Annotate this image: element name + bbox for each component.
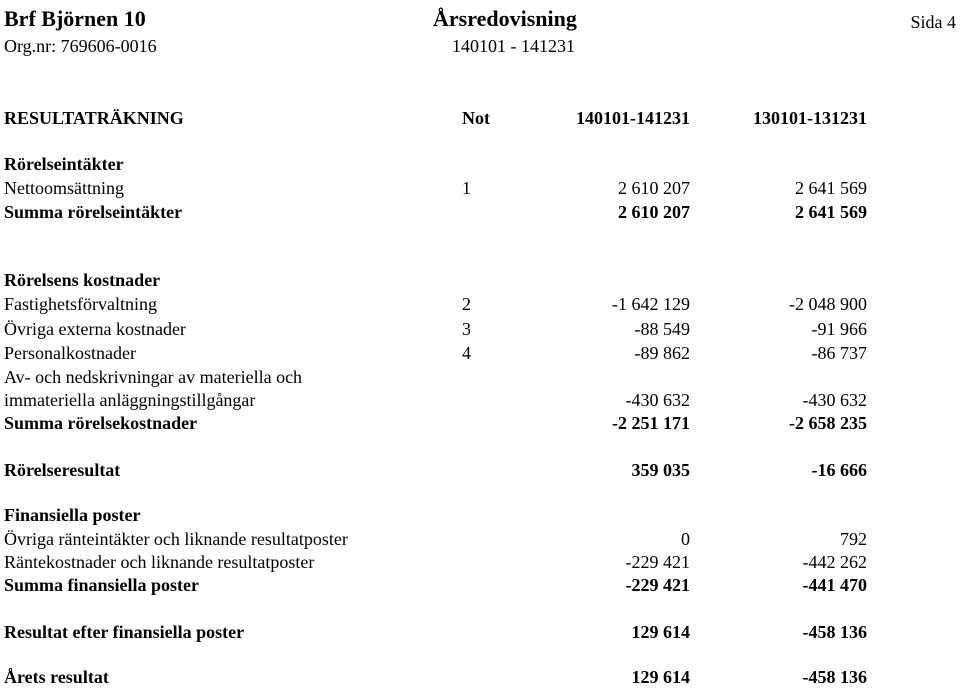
- table-header: [0, 107, 960, 129]
- table-row: [0, 551, 960, 573]
- row-previous: -86 737: [811, 343, 867, 363]
- row-current: -229 421: [625, 552, 690, 572]
- row-current: -1 642 129: [612, 294, 690, 314]
- table-row: [0, 318, 960, 340]
- row-previous: -441 470: [802, 575, 867, 595]
- row-label: Summa rörelsekostnader: [4, 413, 198, 433]
- row-label: Av- och nedskrivningar av materiella och: [4, 367, 303, 387]
- row-current: 2 610 207: [618, 178, 690, 198]
- table-row: [0, 389, 960, 411]
- statement-title: RESULTATRÄKNING: [4, 108, 184, 128]
- row-previous: -442 262: [802, 552, 867, 572]
- row-previous: 2 641 569: [795, 178, 867, 198]
- row-label: Räntekostnader och liknande resultatposter: [4, 552, 315, 572]
- row-previous: -2 658 235: [789, 413, 867, 433]
- row-label: Resultat efter finansiella poster: [4, 622, 245, 642]
- row-label: Rörelsens kostnader: [4, 270, 161, 290]
- row-label: Rörelseresultat: [4, 460, 121, 480]
- row-note: 2: [462, 294, 471, 314]
- row-label: Finansiella poster: [4, 505, 141, 525]
- document-title: Årsredovisning: [433, 6, 577, 31]
- subtotal-row: [0, 412, 960, 434]
- row-label: Nettoomsättning: [4, 178, 124, 198]
- section-heading: [0, 153, 960, 175]
- row-label: Övriga externa kostnader: [4, 319, 186, 339]
- previous-period-header: 130101-131231: [753, 108, 867, 128]
- row-current: 0: [681, 529, 690, 549]
- row-previous: -430 632: [802, 390, 867, 410]
- row-current: -2 251 171: [612, 413, 690, 433]
- row-previous: -16 666: [811, 460, 867, 480]
- row-previous: -2 048 900: [789, 294, 867, 314]
- row-current: -229 421: [625, 575, 690, 595]
- org-number: Org.nr: 769606-0016: [4, 36, 157, 56]
- fiscal-period: 140101 - 141231: [452, 36, 575, 56]
- table-row: [0, 366, 960, 388]
- subtotal-row: [0, 201, 960, 223]
- section-heading: [0, 504, 960, 526]
- section-heading: [0, 269, 960, 291]
- page-number: Sida 4: [910, 12, 956, 32]
- row-note: 1: [462, 178, 471, 198]
- row-previous: -91 966: [811, 319, 867, 339]
- row-previous: -458 136: [802, 622, 867, 642]
- current-period-header: 140101-141231: [576, 108, 690, 128]
- row-current: -88 549: [634, 319, 690, 339]
- note-column-header: Not: [462, 108, 490, 128]
- row-label: Övriga ränteintäkter och liknande resultatposter: [4, 529, 348, 549]
- row-label: Rörelseintäkter: [4, 154, 124, 174]
- row-label: immateriella anläggningstillgångar: [4, 390, 256, 410]
- row-current: -89 862: [634, 343, 690, 363]
- result-row: [0, 459, 960, 481]
- table-row: [0, 293, 960, 315]
- row-note: 3: [462, 319, 471, 339]
- table-row: [0, 177, 960, 199]
- row-label: Summa rörelseintäkter: [4, 202, 183, 222]
- result-row: [0, 621, 960, 643]
- association-name: Brf Björnen 10: [4, 6, 146, 31]
- row-label: Årets resultat: [4, 667, 109, 687]
- row-current: 129 614: [631, 622, 690, 642]
- table-row: [0, 528, 960, 550]
- row-label: Fastighetsförvaltning: [4, 294, 157, 314]
- row-current: 129 614: [631, 667, 690, 687]
- row-current: -430 632: [625, 390, 690, 410]
- row-previous: -458 136: [802, 667, 867, 687]
- row-label: Summa finansiella poster: [4, 575, 200, 595]
- row-current: 2 610 207: [618, 202, 690, 222]
- row-previous: 792: [840, 529, 867, 549]
- subtotal-row: [0, 574, 960, 596]
- row-label: Personalkostnader: [4, 343, 136, 363]
- row-previous: 2 641 569: [795, 202, 867, 222]
- table-row: [0, 342, 960, 364]
- row-current: 359 035: [631, 460, 690, 480]
- row-note: 4: [462, 343, 471, 363]
